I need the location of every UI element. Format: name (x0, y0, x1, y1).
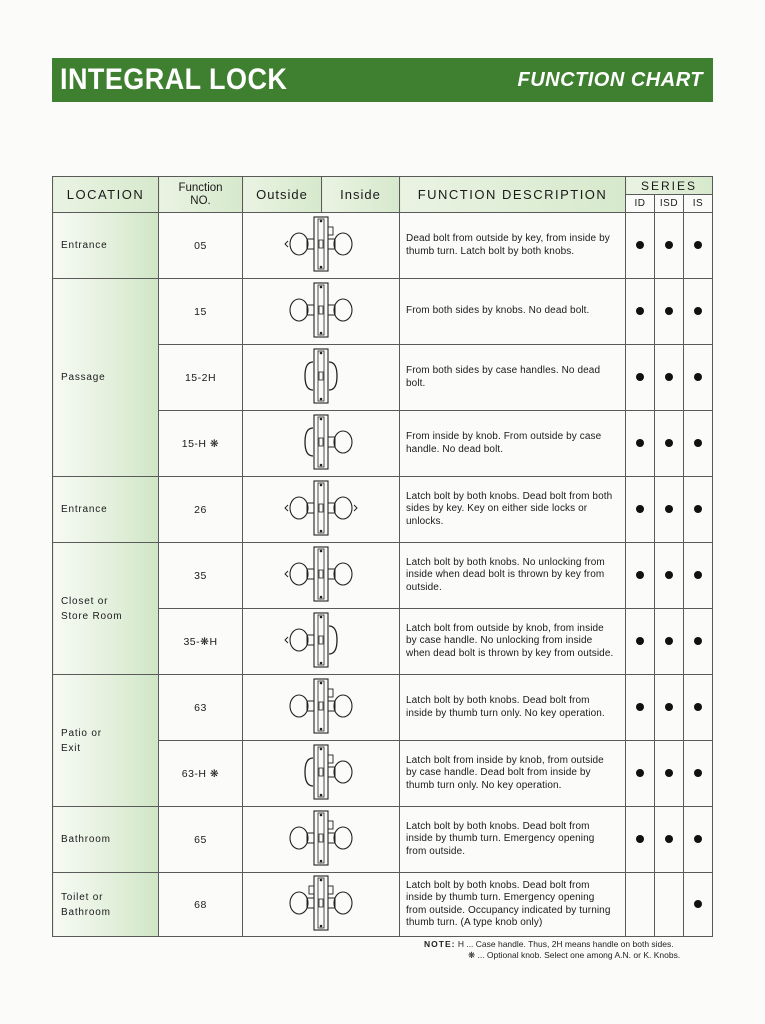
location-label: Bathroom (61, 834, 111, 845)
available-bullet-icon (665, 637, 673, 645)
available-bullet-icon (694, 571, 702, 579)
header-function-description: FUNCTION DESCRIPTION (400, 177, 626, 213)
location-label: Bathroom (61, 906, 111, 918)
series-id-cell (626, 411, 655, 477)
series-isd-cell (655, 675, 684, 741)
function-description: From both sides by knobs. No dead bolt. (400, 279, 626, 345)
location-cell (53, 477, 159, 543)
table-row (53, 543, 713, 609)
available-bullet-icon (694, 637, 702, 645)
available-bullet-icon (694, 505, 702, 513)
series-is-cell (684, 873, 713, 937)
table-row (53, 213, 713, 279)
series-id-cell (626, 345, 655, 411)
header-series-isd: ISD (655, 195, 684, 213)
lock-diagram (243, 873, 400, 937)
series-isd-cell (655, 741, 684, 807)
function-description: From inside by knob. From outside by case handle. No dead bolt. (400, 411, 626, 477)
lock-diagram (243, 279, 400, 345)
note-label: NOTE: (424, 939, 456, 949)
series-isd-cell (655, 477, 684, 543)
series-isd-cell (655, 213, 684, 279)
series-id-cell (626, 741, 655, 807)
location-cell (53, 675, 159, 807)
lock-diagram-knob-indicator-thumbturn-knob-icon (273, 874, 369, 932)
series-id-cell (626, 675, 655, 741)
header-series: SERIES (626, 177, 713, 195)
series-id-cell (626, 543, 655, 609)
function-number: 63 (159, 675, 243, 741)
series-id-cell (626, 609, 655, 675)
available-bullet-icon (636, 505, 644, 513)
series-isd-cell (655, 807, 684, 873)
available-bullet-icon (665, 439, 673, 447)
lock-diagram-handle-handle-icon (273, 347, 369, 405)
series-id-cell (626, 279, 655, 345)
location-label: Passage (61, 372, 106, 383)
available-bullet-icon (636, 769, 644, 777)
function-number: 35 (159, 543, 243, 609)
available-bullet-icon (694, 703, 702, 711)
lock-diagram (243, 543, 400, 609)
location-cell (53, 543, 159, 675)
location-label: Entrance (61, 240, 108, 251)
available-bullet-icon (636, 571, 644, 579)
series-isd-cell (655, 873, 684, 937)
function-chart-table (52, 176, 713, 937)
function-description: Latch bolt by both knobs. Dead bolt from inside by thumb turn. Emergency opening from outside. Occupancy indicated by turning thumb turn. (A type knob only) (400, 873, 626, 937)
lock-diagram-key-knob-knob-icon (273, 545, 369, 603)
lock-diagram-key-knob-handle-icon (273, 611, 369, 669)
available-bullet-icon (694, 373, 702, 381)
function-number: 15-2H (159, 345, 243, 411)
table-row (53, 279, 713, 345)
header-location: LOCATION (53, 177, 159, 213)
available-bullet-icon (636, 241, 644, 249)
location-label: Exit (61, 742, 81, 754)
lock-diagram-knob-thumbturn-knob-icon (273, 809, 369, 867)
table-row (53, 675, 713, 741)
note-line-1: H ... Case handle. Thus, 2H means handle on both sides. (457, 939, 674, 949)
series-is-cell (684, 345, 713, 411)
lock-diagram (243, 345, 400, 411)
series-id-cell (626, 213, 655, 279)
available-bullet-icon (694, 835, 702, 843)
available-bullet-icon (665, 703, 673, 711)
series-isd-cell (655, 609, 684, 675)
location-label: Closet or (61, 595, 109, 607)
available-bullet-icon (636, 439, 644, 447)
lock-diagram-knob-knob-icon (273, 281, 369, 339)
function-description: Latch bolt by both knobs. Dead bolt from inside by thumb turn. Emergency opening from outside. (400, 807, 626, 873)
function-number: 26 (159, 477, 243, 543)
header-inside: Inside (322, 177, 400, 213)
series-isd-cell (655, 345, 684, 411)
header-series-id: ID (626, 195, 655, 213)
function-number: 65 (159, 807, 243, 873)
series-is-cell (684, 279, 713, 345)
page-subtitle: FUNCTION CHART (517, 68, 703, 91)
series-isd-cell (655, 543, 684, 609)
function-description: Latch bolt by both knobs. Dead bolt from both sides by key. Key on either side locks or unlocks. (400, 477, 626, 543)
lock-diagram-key-knob-thumbturn-knob-icon (273, 215, 369, 273)
series-is-cell (684, 543, 713, 609)
title-banner (52, 58, 713, 102)
available-bullet-icon (665, 241, 673, 249)
function-number: 15 (159, 279, 243, 345)
available-bullet-icon (694, 439, 702, 447)
function-number: 35-❋H (159, 609, 243, 675)
lock-diagram (243, 477, 400, 543)
series-id-cell (626, 873, 655, 937)
location-label: Patio or (61, 727, 102, 739)
table-row (53, 477, 713, 543)
available-bullet-icon (694, 900, 702, 908)
series-isd-cell (655, 411, 684, 477)
series-is-cell (684, 477, 713, 543)
lock-diagram-handle-thumbturn-knob-icon (273, 743, 369, 801)
location-label: Store Room (61, 610, 123, 622)
header-outside: Outside (243, 177, 322, 213)
available-bullet-icon (636, 703, 644, 711)
lock-diagram-knob-thumbturn-knob-icon (273, 677, 369, 735)
series-is-cell (684, 741, 713, 807)
lock-diagram-handle-knob-icon (273, 413, 369, 471)
available-bullet-icon (636, 835, 644, 843)
available-bullet-icon (636, 373, 644, 381)
series-id-cell (626, 807, 655, 873)
page-title: INTEGRAL LOCK (60, 63, 288, 96)
available-bullet-icon (665, 307, 673, 315)
function-description: Latch bolt by both knobs. Dead bolt from inside by thumb turn only. No key operation. (400, 675, 626, 741)
function-description: From both sides by case handles. No dead bolt. (400, 345, 626, 411)
available-bullet-icon (665, 769, 673, 777)
location-label: Entrance (61, 504, 108, 515)
available-bullet-icon (636, 307, 644, 315)
location-cell (53, 807, 159, 873)
available-bullet-icon (665, 505, 673, 513)
series-is-cell (684, 675, 713, 741)
series-id-cell (626, 477, 655, 543)
series-isd-cell (655, 279, 684, 345)
series-is-cell (684, 213, 713, 279)
available-bullet-icon (636, 637, 644, 645)
function-description: Latch bolt from inside by knob, from outside by case handle. Dead bolt from inside by thumb turn only. No key operation. (400, 741, 626, 807)
lock-diagram (243, 741, 400, 807)
table-row (53, 873, 713, 937)
function-number: 15-H ❋ (159, 411, 243, 477)
available-bullet-icon (694, 241, 702, 249)
series-is-cell (684, 411, 713, 477)
available-bullet-icon (665, 571, 673, 579)
function-description: Latch bolt from outside by knob, from inside by case handle. No unlocking from inside when dead bolt is thrown by key from outside. (400, 609, 626, 675)
location-cell (53, 873, 159, 937)
series-is-cell (684, 807, 713, 873)
lock-diagram (243, 609, 400, 675)
table-row (53, 807, 713, 873)
function-description: Dead bolt from outside by key, from inside by thumb turn. Latch bolt by both knobs. (400, 213, 626, 279)
lock-diagram (243, 213, 400, 279)
note-line-2: ❋ ... Optional knob. Select one among A.N. or K. Knobs. (468, 950, 681, 960)
available-bullet-icon (665, 835, 673, 843)
location-label: Toilet or (61, 891, 104, 903)
function-description: Latch bolt by both knobs. No unlocking from inside when dead bolt is thrown by key from outside. (400, 543, 626, 609)
footnote (424, 939, 680, 961)
location-cell (53, 213, 159, 279)
header-series-is: IS (684, 195, 713, 213)
lock-diagram-key-knob-key-knob-icon (273, 479, 369, 537)
series-is-cell (684, 609, 713, 675)
lock-diagram (243, 675, 400, 741)
header-function-no: Function NO. (159, 177, 243, 213)
available-bullet-icon (665, 373, 673, 381)
function-number: 63-H ❋ (159, 741, 243, 807)
function-number: 05 (159, 213, 243, 279)
lock-diagram (243, 411, 400, 477)
available-bullet-icon (694, 307, 702, 315)
available-bullet-icon (694, 769, 702, 777)
function-number: 68 (159, 873, 243, 937)
lock-diagram (243, 807, 400, 873)
location-cell (53, 279, 159, 477)
